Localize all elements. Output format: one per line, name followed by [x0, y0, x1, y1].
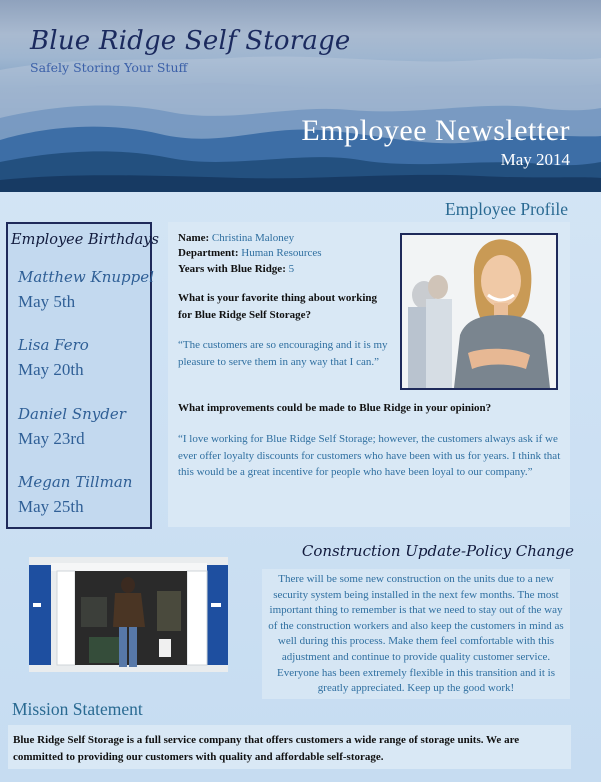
profile-name-value: Christina Maloney	[211, 232, 295, 244]
profile-years-label: Years with Blue Ridge	[178, 263, 283, 275]
birthday-date: May 20th	[18, 360, 84, 379]
profile-department-label: Department	[178, 247, 235, 259]
construction-body: There will be some new construction on the units due to a new security system being installed in the next few months. The most important thing to remember is that we need to stay out of the way of the construction workers and also keep the customers in mind as well during this process. Make them feel comfortable with this adjustment and continue to provide quality customer service. Everyone has been extremely flexible in this transition and it is greatly appreciated. Keep up the good work!	[268, 573, 564, 695]
mission-panel	[8, 725, 571, 769]
profile-answer-2: “I love working for Blue Ridge Self Storage; however, the customers always ask if we ever offer loyalty discounts for customers who have been with us for years. I think that this would be a great incentive for people who have been loyal to our company.”	[178, 433, 561, 478]
construction-panel	[262, 569, 570, 699]
profile-department-line: Department: Human Resources	[178, 247, 322, 259]
profile-answer-1: “The customers are so encouraging and it is my pleasure to serve them in any way that I can.”	[178, 339, 388, 368]
construction-heading: Construction Update-Policy Change	[301, 542, 574, 560]
birthday-name: Matthew Knuppel	[18, 268, 154, 286]
profile-heading: Employee Profile	[445, 199, 568, 219]
profile-question-2: What improvements could be made to Blue Ridge in your opinion?	[178, 402, 492, 414]
brand-title: Blue Ridge Self Storage	[30, 26, 351, 56]
profile-name-label: Name	[178, 232, 206, 244]
mission-body: Blue Ridge Self Storage is a full service company that offers customers a wide range of storage units. We are committed to providing our customers with quality and affordable self-storage.	[13, 734, 520, 763]
profile-name-line: Name: Christina Maloney	[178, 232, 295, 244]
brand-tagline: Safely Storing Your Stuff	[30, 60, 188, 75]
birthdays-heading: Employee Birthdays	[11, 232, 159, 248]
profile-department-value: Human Resources	[241, 247, 322, 259]
mission-heading: Mission Statement	[12, 699, 143, 719]
employee-photo	[400, 233, 558, 390]
profile-years-line: Years with Blue Ridge: 5	[178, 263, 295, 275]
birthday-date: May 25th	[18, 497, 84, 516]
birthday-name: Lisa Fero	[18, 336, 89, 354]
profile-question-1: What is your favorite thing about working for Blue Ridge Self Storage?	[178, 292, 378, 321]
storage-unit-photo	[29, 557, 228, 672]
birthday-date: May 5th	[18, 292, 76, 311]
birthday-name: Megan Tillman	[18, 473, 133, 491]
header-banner	[0, 0, 601, 192]
profile-panel	[168, 222, 570, 527]
birthday-name: Daniel Snyder	[18, 405, 126, 423]
birthdays-panel	[6, 222, 159, 529]
birthday-date: May 23rd	[18, 429, 85, 448]
profile-years-value: 5	[288, 263, 295, 275]
newsletter-title: Employee Newsletter	[301, 114, 570, 147]
issue-date: May 2014	[500, 150, 570, 169]
